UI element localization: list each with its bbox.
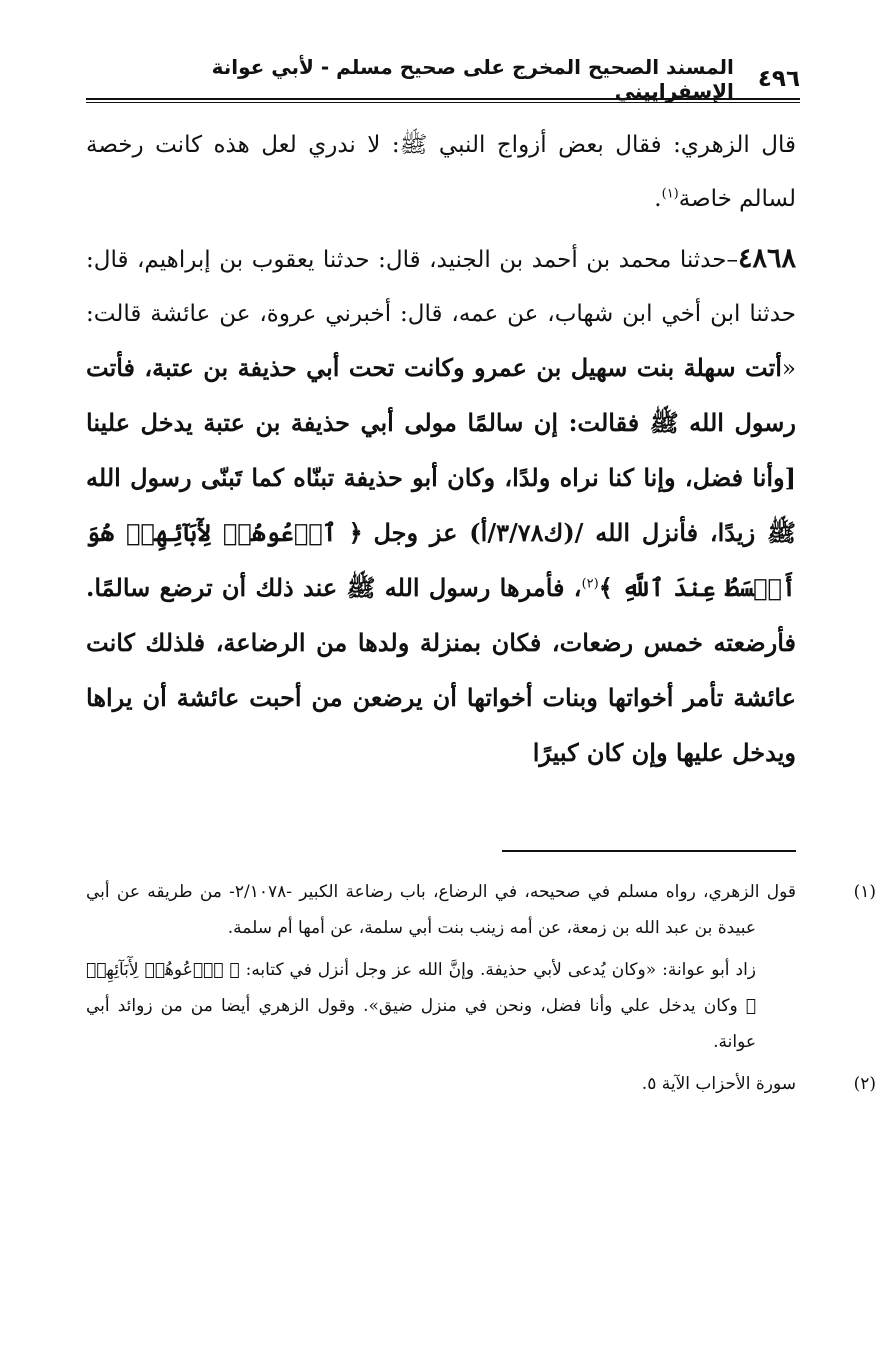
footnote-1-addition: زاد أبو عوانة: «وكان يُدعى لأبي حذيفة. وإنَّ الله عز وجل أنزل في كتابه: ﴿ ٱدۡعُوهُمۡ لِأٓبَآئِهِمۡ ﴾ وكان يدخل علي وأنا فضل، ونحن في منزل ضيق». وقول الزهري أيضا من من زوائد أبي عوانة. <box>86 960 756 1052</box>
footnote-ref-2[interactable]: (٢) <box>581 576 599 592</box>
paragraph-zuhri: قال الزهري: فقال بعض أزواج النبي ﷺ: لا ندري لعل هذه كانت رخصة لسالم خاصة$^{(١)}$. <box>86 132 796 212</box>
footnote-2-number: (٢) <box>853 1074 876 1094</box>
footnote-rule <box>502 850 796 852</box>
main-text <box>86 118 796 787</box>
running-title: المسند الصحيح المخرج على صحيح مسلم - لأبي عوانة الإسفراييني <box>211 55 734 103</box>
hadith-number: ٤٨٦٨ <box>737 243 796 274</box>
page-header <box>86 55 800 103</box>
footnote-2 <box>86 1066 876 1102</box>
quran-verse: ﴿ ٱدۡعُوهُمۡ لِأٓبَآئِهِمۡ هُوَ أَقۡسَطُ عِندَ ٱللَّهِ ﴾ <box>86 518 796 602</box>
hadith-matn-part2: ، فأمرها رسول الله ﷺ عند ذلك أن ترضع سالمًا. فأرضعته خمس رضعات، فكان بمنزلة ولدها من الرضاعة، فلذلك كانت عائشة تأمر أخواتها وبنات أخواتها أن يرضعن من أحبت عائشة أن يراها ويدخل عليها وإن كان كبيرًا <box>86 573 796 767</box>
page-number: ٤٩٦ <box>757 66 800 92</box>
footnotes <box>86 874 876 1108</box>
hadith-matn-part1: أتت سهلة بنت سهيل بن عمرو وكانت تحت أبي حذيفة بن عتبة، فأتت رسول الله ﷺ فقالت: إن سالمًا مولى أبي حذيفة بن عتبة يدخل علينا [وأنا فضل، وإنا كنا نراه ولدًا، وكان أبو حذيفة تبنّاه كما تَبنّى رسول الله ﷺ زيدًا، فأنزل الله /(ك٣/٧٨/أ) عز وجل <box>86 353 797 547</box>
footnote-1-number: (١) <box>853 882 876 902</box>
footnote-1 <box>86 874 876 946</box>
footnote-2-text: سورة الأحزاب الآية ٥. <box>641 1074 796 1094</box>
footnote-ref-1[interactable]: (١) <box>661 186 679 202</box>
footnote-1-text: قول الزهري، رواه مسلم في صحيحه، في الرضاع، باب رضاعة الكبير -٢/١٠٧٨- من طريقه عن أبي عبيدة بن عبد الله بن زمعة، عن أمه زينب بنت أبي سلمة، عن أمها أم سلمة. <box>86 882 796 938</box>
paragraph-zuhri-text: قال الزهري: فقال بعض أزواج النبي ﷺ: لا ندري لعل هذه كانت رخصة لسالم خاصة <box>86 132 796 212</box>
hadith-isnad: –حدثنا محمد بن أحمد بن الجنيد، قال: حدثنا يعقوب بن إبراهيم، قال: حدثنا ابن أخي ابن شهاب، عن عمه، قال: أخبرني عروة، عن عائشة قالت: « <box>86 247 796 382</box>
header-rule <box>86 98 800 103</box>
hadith-4868 <box>86 232 796 781</box>
